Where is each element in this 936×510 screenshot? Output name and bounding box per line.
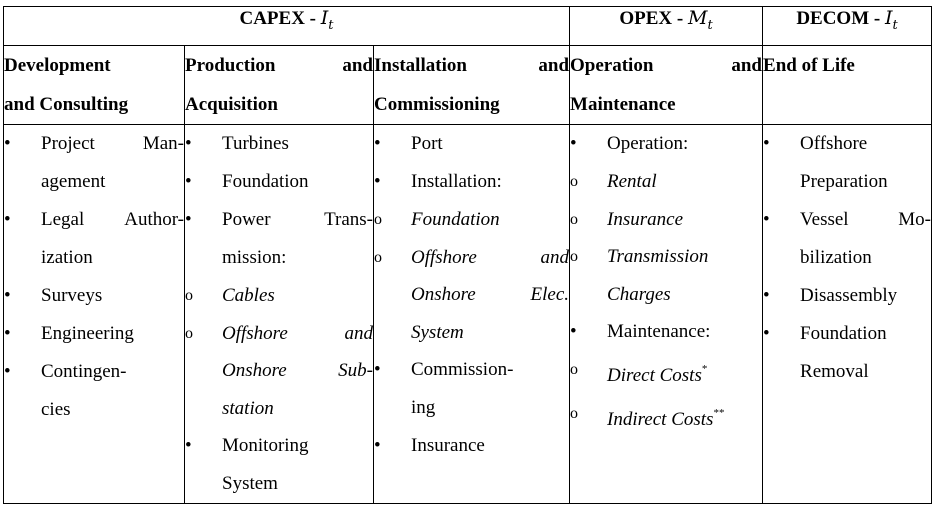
item-text-line: Rental <box>607 171 657 192</box>
bullet-icon: • <box>763 285 770 306</box>
bullet-icon: • <box>374 359 381 380</box>
category-header-row <box>4 46 932 125</box>
capex-header: CAPEX - $I_t$ <box>4 7 570 46</box>
list-item <box>185 125 373 163</box>
list-item <box>763 277 931 315</box>
item-text-line: Project Man- <box>41 133 184 154</box>
item-text-line: Transmission <box>607 246 709 267</box>
items-production <box>185 125 374 504</box>
list-item <box>763 201 931 277</box>
circle-bullet-icon: o <box>570 404 579 422</box>
item-text-line: Surveys <box>41 285 103 306</box>
items-end-of-life <box>763 125 932 504</box>
item-text-line: mission: <box>222 247 287 268</box>
item-text-line: Offshore and <box>411 246 570 268</box>
list-item <box>374 351 569 427</box>
item-text-line: Offshore and <box>222 322 373 344</box>
list-item <box>374 125 569 163</box>
capex-symbol: I <box>320 7 329 29</box>
list-item <box>570 313 762 351</box>
item-text-line: Disassembly <box>800 285 898 306</box>
item-text-line: Installation: <box>411 171 502 192</box>
item-text-line: cies <box>41 399 71 420</box>
list-item <box>185 315 373 428</box>
circle-bullet-icon: o <box>374 211 382 228</box>
circle-bullet-icon: o <box>185 324 193 342</box>
item-text-line: Legal Author- <box>41 209 184 230</box>
bullet-icon: • <box>4 209 11 230</box>
bullet-icon: • <box>763 133 770 154</box>
items-development <box>4 125 185 504</box>
opex-header: OPEX - $M_t$ <box>570 7 763 46</box>
list-item <box>570 201 762 239</box>
decom-header: DECOM - $I_t$ <box>763 7 932 46</box>
item-text-line: Charges <box>607 283 671 305</box>
opex-symbol: M <box>687 7 708 29</box>
item-text-line: Commission- <box>411 359 514 380</box>
item-text-line: Engineering <box>41 323 134 344</box>
list-item <box>4 315 184 353</box>
list-item <box>570 163 762 201</box>
item-text-line: Foundation <box>222 171 309 192</box>
list-item <box>374 201 569 239</box>
list-item <box>185 277 373 315</box>
item-text-line: Insurance <box>411 435 485 456</box>
circle-bullet-icon: o <box>570 248 579 265</box>
category-operation: Operation and Maintenance <box>570 46 763 125</box>
item-text-line: Operation: <box>607 133 689 154</box>
bullet-icon: • <box>570 321 577 342</box>
list-item <box>374 239 569 352</box>
list-item <box>185 201 373 277</box>
item-text-line: Foundation <box>411 209 500 230</box>
bullet-icon: • <box>185 435 192 456</box>
item-text-line: Monitoring <box>222 435 309 456</box>
item-text-line: Insurance <box>607 208 683 230</box>
item-text-line: Offshore <box>800 133 868 154</box>
bullet-icon: • <box>570 133 577 154</box>
circle-bullet-icon: o <box>570 210 579 228</box>
circle-bullet-icon: o <box>185 287 193 304</box>
list-item <box>374 427 569 465</box>
item-text-line: Foundation <box>800 323 887 344</box>
footnote-marker: * <box>701 363 708 375</box>
circle-bullet-icon: o <box>374 248 382 266</box>
bullet-icon: • <box>185 209 192 230</box>
item-text-line: Direct Costs <box>607 365 702 386</box>
list-item <box>4 125 184 201</box>
item-text-line: Cables <box>222 285 275 306</box>
bullet-icon: • <box>185 171 192 192</box>
item-text-line: bilization <box>800 247 872 268</box>
item-text-line: Contingen- <box>41 361 127 382</box>
category-development: Development and Consulting <box>4 46 185 125</box>
list-item <box>570 238 762 313</box>
category-production: Production and Acquisition <box>185 46 374 125</box>
item-text-line: Onshore Sub- <box>222 360 373 381</box>
list-item <box>374 163 569 201</box>
decom-symbol: I <box>884 7 893 29</box>
list-item <box>4 277 184 315</box>
circle-bullet-icon: o <box>570 361 579 378</box>
item-text-line: Power Trans- <box>222 209 373 230</box>
list-item <box>763 315 931 391</box>
cost-structure-table <box>3 6 932 504</box>
item-text-line: station <box>222 397 274 419</box>
bullet-icon: • <box>185 133 192 154</box>
item-text-line: Maintenance: <box>607 321 711 342</box>
bullet-icon: • <box>4 133 11 154</box>
list-item <box>4 353 184 429</box>
list-item <box>570 395 762 439</box>
bullet-icon: • <box>374 133 381 154</box>
item-text-line: Onshore Elec. <box>411 284 570 305</box>
items-operation <box>570 125 763 504</box>
items-installation <box>374 125 570 504</box>
bullet-icon: • <box>4 361 11 382</box>
category-installation: Installation and Commissioning <box>374 46 570 125</box>
item-text-line: Turbines <box>222 133 289 154</box>
category-end-of-life: End of Life <box>763 46 932 125</box>
item-text-line: Port <box>411 133 443 154</box>
item-text-line: ization <box>41 247 93 268</box>
item-text-line: Preparation <box>800 171 888 192</box>
list-item <box>570 351 762 395</box>
item-text-line: Vessel Mo- <box>800 209 932 230</box>
item-text-line: ing <box>411 397 436 418</box>
item-text-line: Indirect Costs <box>607 408 714 430</box>
list-item <box>4 201 184 277</box>
items-row <box>4 125 932 504</box>
item-text-line: Removal <box>800 361 869 382</box>
item-text-line: System <box>411 321 464 343</box>
bullet-icon: • <box>374 171 381 192</box>
item-text-line: agement <box>41 171 106 192</box>
bullet-icon: • <box>763 323 770 344</box>
list-item <box>185 163 373 201</box>
phase-header-row <box>4 7 932 46</box>
list-item <box>763 125 931 201</box>
item-text-line: System <box>222 473 278 494</box>
bullet-icon: • <box>4 285 11 306</box>
circle-bullet-icon: o <box>570 173 579 190</box>
bullet-icon: • <box>4 323 11 344</box>
footnote-marker: ** <box>713 406 725 419</box>
list-item <box>185 427 373 503</box>
list-item <box>570 125 762 163</box>
bullet-icon: • <box>763 209 770 230</box>
bullet-icon: • <box>374 435 381 456</box>
